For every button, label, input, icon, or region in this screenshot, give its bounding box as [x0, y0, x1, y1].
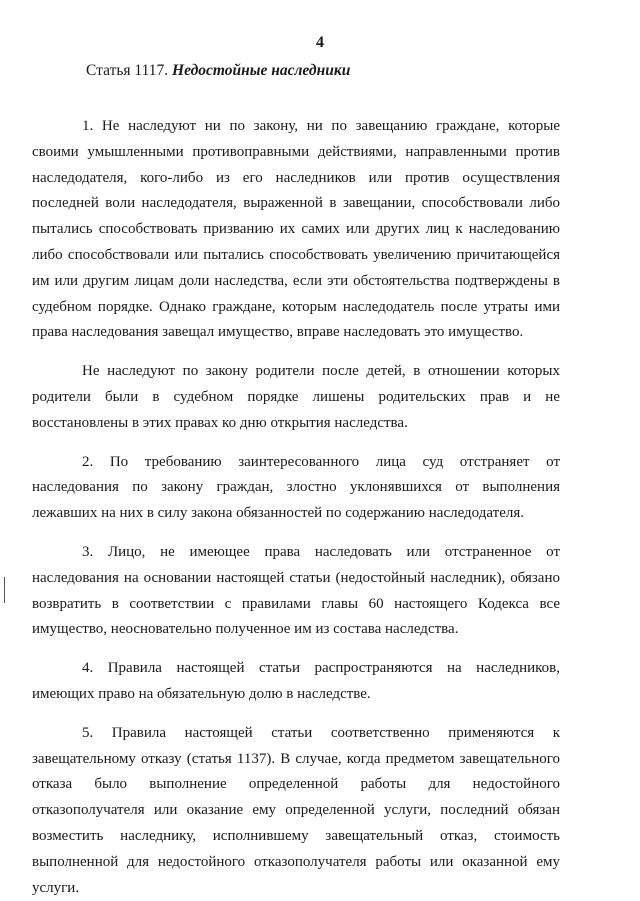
article-label: Статья 1117.	[86, 62, 169, 79]
paragraph-5: 5. Правила настоящей статьи соответственно применяются к завещательному отказу (статья 1137). В случае, когда предметом завещательного отказа было выполнение определенной работы для недостойного отказополучателя или оказание ему определенной услуги, последний обязан возместить наследнику, исполнившему завещательный отказ, стоимость выполненной для недостойного отказополучателя работы или оказанной ему услуги.	[32, 724, 560, 896]
paragraph-3: 3. Лицо, не имеющее права наследовать или отстраненное от наследования на основании настоящей статьи (недостойный наследник), обязано возвратить в соответствии с правилами главы 60 настоящего Кодекса все имущество, неосновательно полученное им из состава наследства.	[32, 543, 560, 638]
article-heading	[86, 62, 350, 80]
article-body	[32, 114, 560, 901]
paragraph-2: 2. По требованию заинтересованного лица суд отстраняет от наследования по закону граждан, злостно уклонявшихся от выполнения лежавших на них в силу закона обязанностей по содержанию наследодателя.	[32, 453, 560, 522]
scan-artifact-line	[4, 577, 5, 603]
article-title: Недостойные наследники	[172, 62, 351, 79]
paragraph-4: 4. Правила настоящей статьи распространяются на наследников, имеющих право на обязательную долю в наследстве.	[32, 660, 560, 702]
page-number: 4	[316, 34, 324, 51]
paragraph-1-part-2: Не наследуют по закону родители после детей, в отношении которых родители были в судебном порядке лишены родительских прав и не восстановлены в этих правах ко дню открытия наследства.	[32, 363, 560, 431]
paragraph-1: 1. Не наследуют ни по закону, ни по завещанию граждане, которые своими умышленными противоправными действиями, направленными против наследодателя, кого-либо из его наследников или против осуществления последней воли наследодателя, выраженной в завещании, способствовали либо пытались способствовать призванию их самих или других лиц к наследованию либо способствовали или пытались способствовать увеличению причитающейся им или другим лицам доли наследства, если эти обстоятельства подтверждены в судебном порядке. Однако граждане, которым наследодатель после утраты ими права наследования завещал имущество, вправе наследовать это имущество.	[32, 118, 560, 341]
